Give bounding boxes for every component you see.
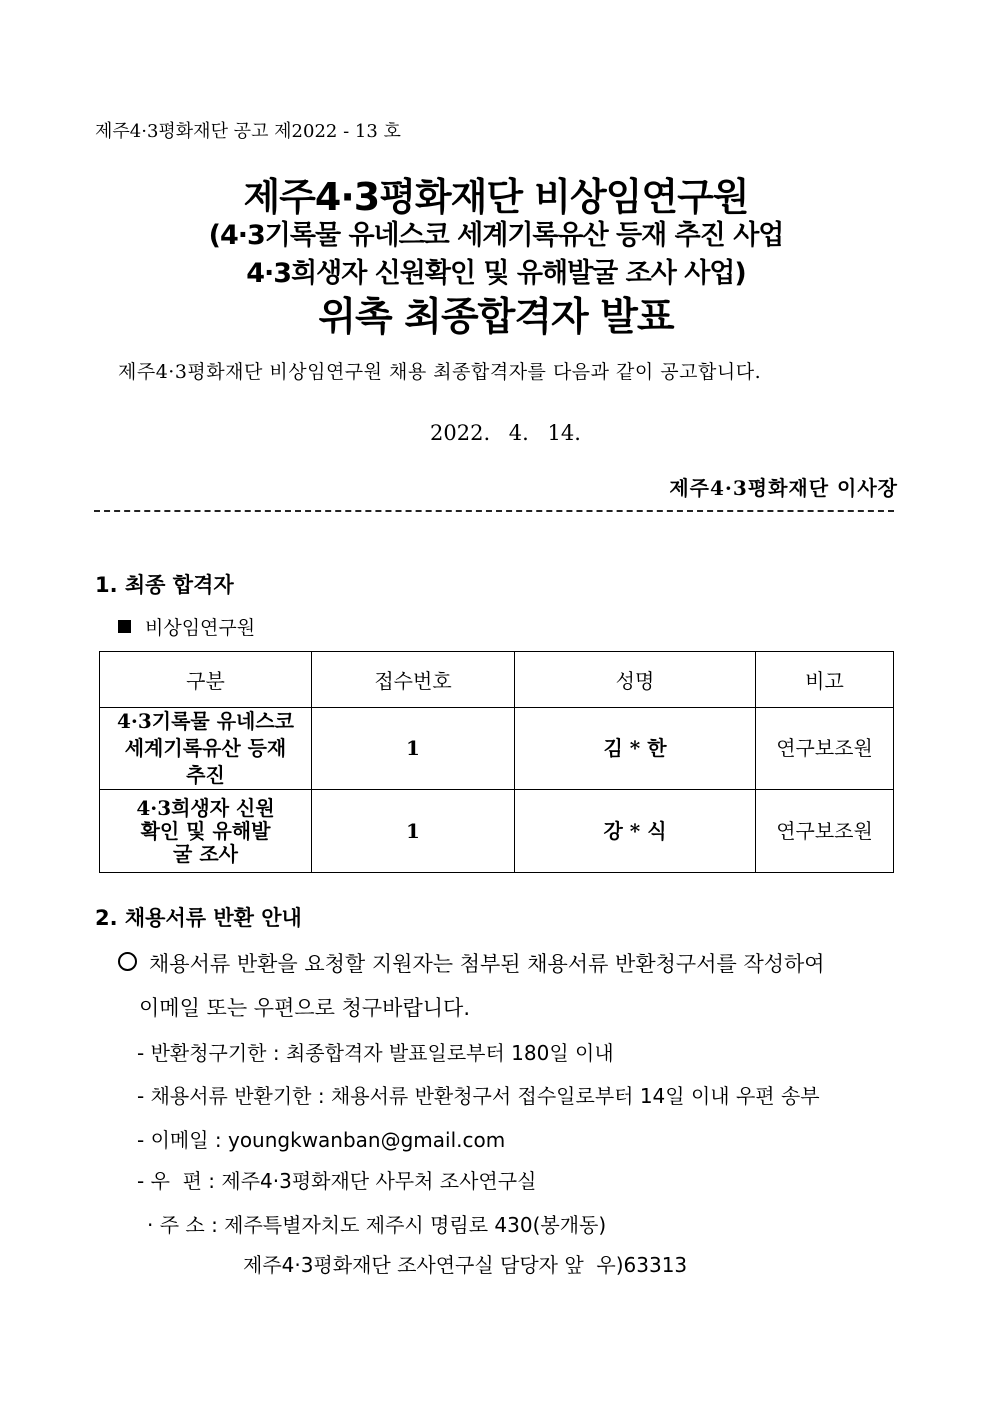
page-title: 제주4·3평화재단 비상임연구원 [243,175,749,219]
announcement-date: 2022. 4. 14. [430,421,581,445]
bullet-line [118,948,825,978]
return-period-item: - 채용서류 반환기한 : 채용서류 반환청구서 접수일로부터 14일 이내 우편 송부 [137,1084,820,1108]
post-item: - 우 편 : 제주4·3평화재단 사무처 조사연구실 [137,1169,537,1193]
note-cell: 연구보조원 [756,708,894,790]
return-deadline-item: - 반환청구기한 : 최종합격자 발표일로부터 180일 이내 [137,1041,614,1065]
address-recipient-item: 제주4·3평화재단 조사연구실 담당자 앞 우)63313 [243,1253,688,1277]
name-cell: 김 * 한 [515,708,756,790]
table-row [100,708,894,790]
table-header-row [100,652,894,708]
category-cell: 4·3희생자 신원확인 및 유해발굴 조사 [100,790,312,873]
section2-heading: 2. 채용서류 반환 안내 [95,906,302,930]
section1-subheading [118,613,255,640]
column-header: 비고 [756,652,894,708]
column-header: 접수번호 [312,652,515,708]
title-announcement: 위촉 최종합격자 발표 [318,295,674,340]
title-subline-1: (4·3기록물 유네스코 세계기록유산 등재 추진 사업 [208,220,784,251]
subheading-label: 비상임연구원 [145,617,256,639]
notice-number: 제주4·3평화재단 공고 제2022 - 13 호 [95,121,401,142]
table-row [100,790,894,873]
title-subline-2: 4·3희생자 신원확인 및 유해발굴 조사 사업) [246,258,746,289]
column-header: 성명 [515,652,756,708]
address-item: · 주 소 : 제주특별자치도 제주시 명림로 430(봉개동) [147,1213,607,1237]
name-cell: 강 * 식 [515,790,756,873]
number-cell: 1 [312,790,515,873]
section1-heading: 1. 최종 합격자 [95,573,234,597]
note-cell: 연구보조원 [756,790,894,873]
signer: 제주4·3평화재단 이사장 [669,476,898,500]
column-header: 구분 [100,652,312,708]
email-item: - 이메일 : youngkwanban@gmail.com [137,1128,506,1152]
bullet-continuation: 이메일 또는 우편으로 청구바랍니다. [139,996,470,1020]
results-table [99,651,894,873]
number-cell: 1 [312,708,515,790]
category-cell: 4·3기록물 유네스코 세계기록유산 등재 추진 [100,708,312,790]
divider [94,510,894,512]
square-bullet-icon [118,620,131,633]
intro-text: 제주4·3평화재단 비상임연구원 채용 최종합격자를 다음과 같이 공고합니다. [118,361,762,383]
bullet-text: 채용서류 반환을 요청할 지원자는 첨부된 채용서류 반환청구서를 작성하여 [149,952,825,976]
circle-bullet-icon [118,952,137,971]
